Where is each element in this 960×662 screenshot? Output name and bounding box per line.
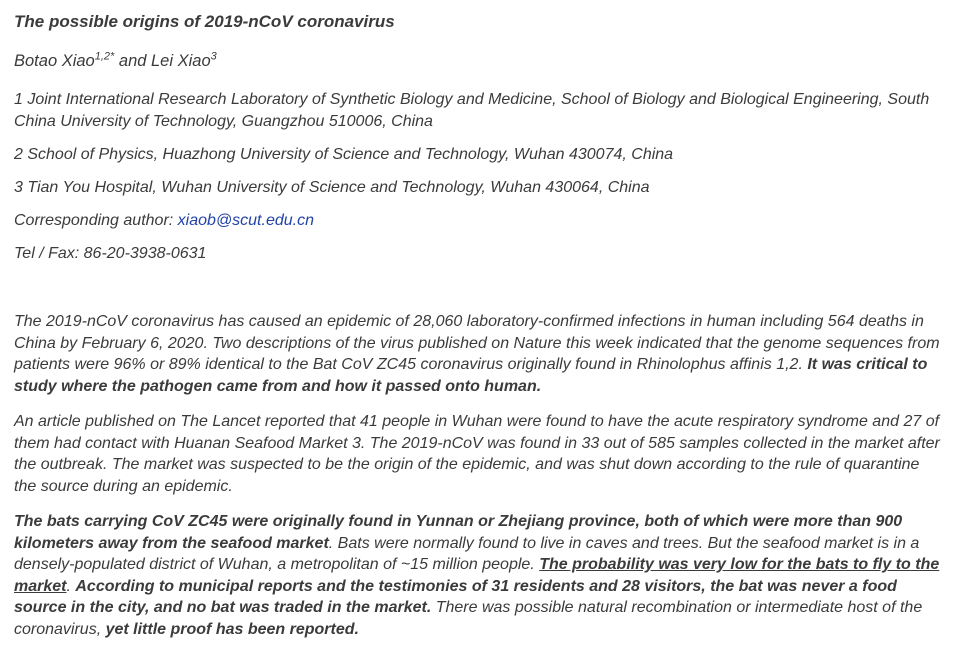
paragraph-1 — [14, 311, 946, 397]
affiliation-3: 3 Tian You Hospital, Wuhan University of Science and Technology, Wuhan 430064, China — [14, 179, 650, 196]
text-run: It was critical to study where the pathogen came from and how it passed onto human. — [14, 356, 928, 395]
text-run: 3 — [210, 50, 217, 63]
text-run: The probability was very low for the bats to fly to the market — [14, 556, 940, 595]
corresponding-email-link[interactable]: xiaob@scut.edu.cn — [177, 212, 314, 229]
affiliation-1: 1 Joint International Research Laboratory of Synthetic Biology and Medicine, School of Biology and Biological Engineering, South China University of Technology, Guangzhou 510006, China — [14, 91, 930, 130]
paragraph-2 — [14, 411, 946, 497]
paper-body — [14, 311, 946, 640]
text-run: An article published on The Lancet reported that 41 people in Wuhan were found to have the acute respiratory syndrome and 27 of them had contact with Huanan Seafood Market 3. The 2019-nCoV was found in 33 out of 585 samples collected in the market after the outbreak. The market was suspected to be the origin of the epidemic, and was shut down according to the rule of quarantine the source during an epidemic. — [14, 413, 940, 495]
text-run: There was possible natural recombination or intermediate host of the coronavirus, — [14, 599, 923, 638]
text-run: The bats carrying CoV ZC45 were originally found in Yunnan or Zhejiang province, both of which were more than 900 kilometers away from the seafood market — [14, 513, 903, 552]
author-line — [14, 48, 946, 74]
text-run: and Lei Xiao — [114, 52, 211, 70]
text-run: . Bats were normally found to live in caves and trees. But the seafood market is in a densely-populated district of Wuhan, a metropolitan of ~15 million people. — [14, 534, 920, 573]
paper-title: The possible origins of 2019-nCoV coronavirus — [14, 12, 395, 31]
text-run: According to municipal reports and the testimonies of 31 residents and 28 visitors, the bat was never a food source in the city, and no bat was traded in the market. — [14, 577, 897, 616]
text-run: . — [66, 577, 76, 595]
affiliation-2: 2 School of Physics, Huazhong University of Science and Technology, Wuhan 430074, China — [14, 146, 674, 163]
text-run: The 2019-nCoV coronavirus has caused an epidemic of 28,060 laboratory-confirmed infections in human including 564 deaths in China by February 6, 2020. Two descriptions of the virus published on Nature this week indicated that the genome sequences from patients were 96% or 89% identical to the Bat CoV ZC45 coronavirus originally found in Rhinolophus affinis 1,2. — [14, 313, 940, 373]
text-run: yet little proof has been reported. — [105, 620, 359, 638]
text-run: Botao Xiao — [14, 52, 95, 70]
paragraph-3 — [14, 511, 946, 640]
corresponding-author-line — [14, 210, 946, 232]
tel-fax-line: Tel / Fax: 86-20-3938-0631 — [14, 245, 207, 262]
corresponding-author-label: Corresponding author: — [14, 212, 178, 229]
text-run: 1,2* — [94, 50, 115, 63]
